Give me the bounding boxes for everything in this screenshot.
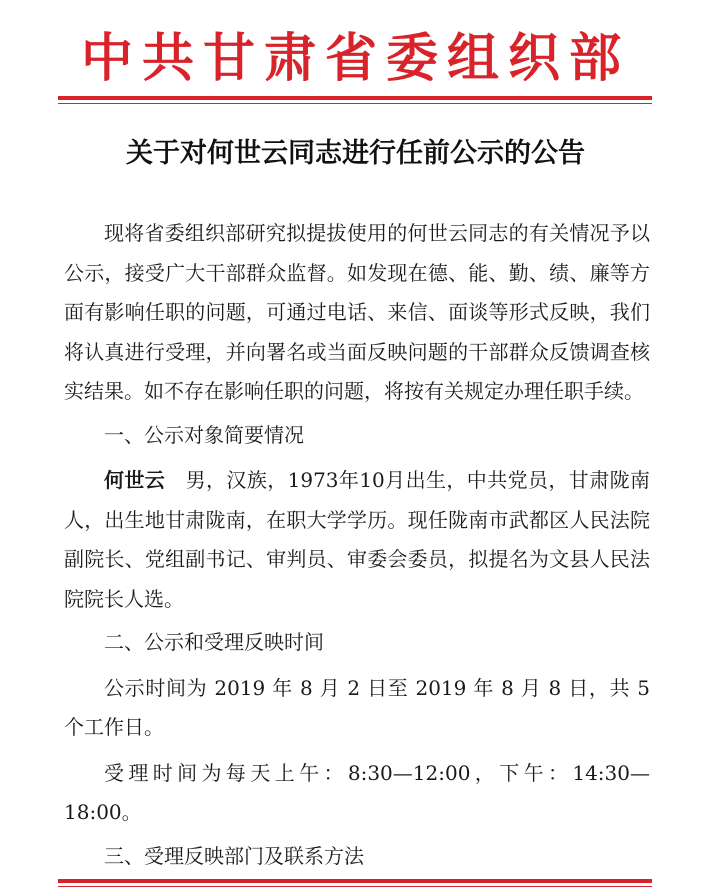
section-2-heading: 二、公示和受理反映时间 — [104, 630, 324, 654]
footer-divider-thick — [58, 879, 652, 883]
issuing-organization-masthead: 中共甘肃省委组织部 — [80, 29, 630, 89]
document-body — [64, 214, 650, 882]
section-3-heading: 三、受理反映部门及联系方法 — [104, 843, 364, 868]
footer-divider-thin — [58, 886, 652, 887]
section-1-heading: 一、公示对象简要情况 — [104, 422, 304, 447]
masthead-divider-thin — [58, 103, 652, 104]
publicity-period-paragraph: 公示时间为 2019 年 8 月 2 日至 2019 年 8 月 8 日，共 5 个工作日。 — [64, 675, 650, 739]
masthead-divider-thick — [58, 96, 652, 100]
candidate-profile-text: 男，汉族，1973年10月出生，中共党员，甘肃陇南人，出生地甘肃陇南，在职大学学历。现任陇南市武都区人民法院副院长、党组副书记、审判员、审委会委员，拟提名为文县人民法院院长人选。 — [64, 468, 651, 611]
document-title: 关于对何世云同志进行任前公示的公告 — [126, 138, 585, 169]
candidate-profile-paragraph — [64, 461, 650, 619]
intro-paragraph: 现将省委组织部研究拟提拔使用的何世云同志的有关情况予以公示，接受广大干部群众监督。如发现在德、能、勤、绩、廉等方面有影响任职的问题，可通过电话、来信、面谈等形式反映，我们将认真进行受理，并向署名或当面反映问题的干部群众反馈调查核实结果。如不存在影响任职的问题，将按有关规定办理任职手续。 — [64, 221, 650, 403]
candidate-name: 何世云 — [104, 468, 166, 492]
reception-hours-paragraph: 受理时间为每天上午：8:30—12:00，下午：14:30—18:00。 — [64, 760, 650, 824]
